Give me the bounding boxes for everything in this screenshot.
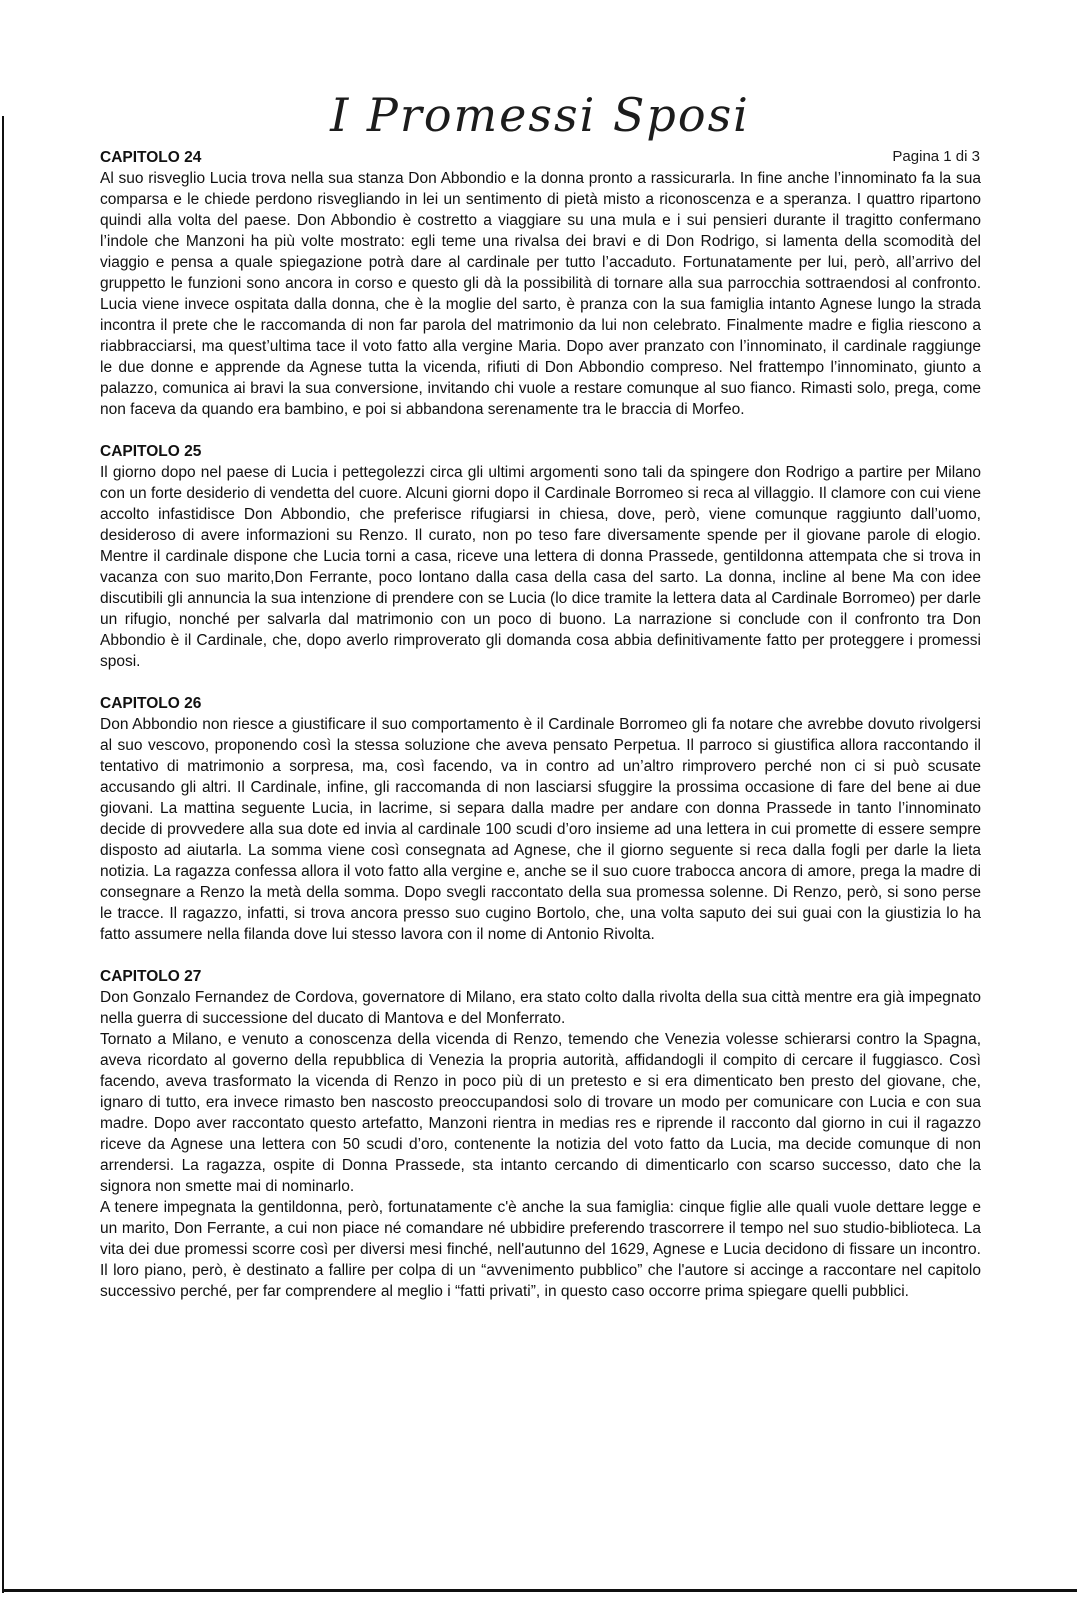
document-content xyxy=(0,145,1080,1302)
chapter-paragraph: Al suo risveglio Lucia trova nella sua stanza Don Abbondio e la donna pronto a rassicurarla. In fine anche l’innominato fa la sua comparsa e le chiede perdono risvegliando in lei un sentimento di pietà misto a riconoscenza e a speranza. I quattro ripartono quindi alla volta del paese. Don Abbondio è costretto a viaggiare su una mula e i sui pensieri durante il tragitto confermano l’indole che Manzoni ha più volte mostrato: egli teme una rivalsa dei bravi e di Don Rodrigo, si lamenta della scomodità del viaggio e pensa a quale spiegazione potrà dare al cardinale per tutto l’accaduto. Fortunatamente per lui, però, all’arrivo del gruppetto le funzioni sono ancora in corso e questo gli dà la possibilità di tornare alla sua parrocchia sottraendosi al confronto. Lucia viene invece ospitata dalla donna, che è la moglie del sarto, è pranza con la sua famiglia intanto Agnese lungo la strada incontra il prete che le raccomanda di non far parola del matrimonio da lui non celebrato. Finalmente madre e figlia riescono a riabbracciarsi, ma quest’ultima tace il voto fatto alla vergine Maria. Dopo aver pranzato con l’innominato, il cardinale raggiunge le due donne e apprende da Agnese tutta la vicenda, rifiuti di Don Abbondio compreso. Nel frattempo l’innominato, giunto a palazzo, comunica ai bravi la sua conversione, invitando chi vuole a restare comunque al suo fianco. Rimasti solo, prega, come non faceva da quando era bambino, e poi si abbandona serenamente tra le braccia di Morfeo. xyxy=(100,170,981,419)
chapter-paragraph: Don Abbondio non riesce a giustificare il suo comportamento è il Cardinale Borromeo gli fa notare che avrebbe dovuto rivolgersi al suo vescovo, proponendo così la stessa soluzione che aveva pensato Perpetua. Il parroco si giustifica allora raccontando il tentativo di matrimonio a sorpresa, ma, così facendo, va in contro ad un’altro rimprovero perché non ci si può scusate accusando gli altri. Il Cardinale, infine, gli raccomanda di non lasciarsi sfuggire la prossima occasione di fare del bene ai due giovani. La mattina seguente Lucia, in lacrime, si separa dalla madre per andare con donna Prassede in tanto l’innominato decide di provvedere alla sua dote ed invia al cardinale 100 scudi d’oro insieme ad una lettera in cui promette di essere sempre disposto ad aiutarla. La somma viene così consegnata ad Agnese, che il giorno seguente si reca dalla fogli per darle la lieta notizia. La ragazza confessa allora il voto fatto alla vergine e, anche se il suo cuore trabocca ancora di amore, prega la madre di consegnare a Renzo la metà della somma. Dopo svegli raccontato della sua promessa solenne. Di Renzo, però, si sono perse le tracce. Il ragazzo, infatti, si trova ancora presso suo cugino Bortolo, che, una volta saputo dei sui guai con la giustizia lo ha fatto assumere nella filanda dove lui stesso lavora con il nome di Antonio Rivolta. xyxy=(100,716,981,944)
chapter-section-26 xyxy=(100,693,981,945)
page-number: Pagina 1 di 3 xyxy=(892,148,980,165)
chapter-heading: CAPITOLO 24 xyxy=(100,149,202,167)
chapter-paragraph: Don Gonzalo Fernandez de Cordova, governatore di Milano, era stato colto dalla rivolta della sua città mentre era già impegnato nella guerra di successione del ducato di Mantova e del Monferrato. xyxy=(100,989,981,1028)
chapter-section-25 xyxy=(100,441,981,672)
chapter-paragraph: Tornato a Milano, e venuto a conoscenza della vicenda di Renzo, temendo che Venezia volesse schierarsi contro la Spagna, aveva ricordato al governo della repubblica di Venezia la propria autorità, affidandogli il compito di cercare il fuggiasco. Così facendo, aveva trasformato la vicenda di Renzo in poco più di un pretesto e si era dimenticato ben presto del giovane, che, ignaro di tutto, era invece rimasto ben nascosto preoccupandosi solo di trovare un modo per comunicare con Lucia e con sua madre. Dopo aver raccontato questo artefatto, Manzoni rientra in medias res e riprende il racconto dal giorno in cui il ragazzo riceve da Agnese una lettera con 50 scudi d’oro, contenente la notizia del voto fatto da Lucia, ma decide comunque di non arrendersi. La ragazza, ospite di Donna Prassede, sta intanto cercando di dimenticarlo con scarso successo, dato che la signora non smette mai di nominarlo. xyxy=(100,1031,981,1196)
page-edge-bottom-line xyxy=(2,1589,1077,1592)
chapter-heading: CAPITOLO 26 xyxy=(100,695,202,713)
document-title: I Promessi Sposi xyxy=(330,88,750,142)
chapter-heading: CAPITOLO 25 xyxy=(100,443,202,461)
chapter-paragraph: Il giorno dopo nel paese di Lucia i pettegolezzi circa gli ultimi argomenti sono tali da spingere don Rodrigo a partire per Milano con un forte desiderio di vendetta del cuore. Alcuni giorni dopo il Cardinale Borromeo si reca al villaggio. Il clamore con cui viene accolto infastidisce Don Abbondio, che preferisce rifugiarsi in chiesa, dove, però, viene comunque raggiunto dall’uomo, desideroso di avere informazioni su Renzo. Il curato, non po teso fare diversamente spende per il giovane parole di elogio. Mentre il cardinale dispone che Lucia torni a casa, riceve una lettera di donna Prassede, gentildonna attempata che si trova in vacanza con suo marito,Don Ferrante, poco lontano dalla casa della casa del sarto. La donna, incline al bene Ma con idee discutibili gli annuncia la sua intenzione di prendere con se Lucia (lo dice tramite la lettera data al Cardinale Borromeo) per darle un rifugio, nonché per salvarla dal matrimonio con un poco di buono. La narrazione si conclude con il confronto tra Don Abbondio è il Cardinale, che, dopo averlo rimproverato gli domanda cosa abbia definitivamente fatto per proteggere i promessi sposi. xyxy=(100,464,981,671)
chapter-heading: CAPITOLO 27 xyxy=(100,968,202,986)
chapter-section-27 xyxy=(100,966,981,1302)
chapter-section-24 xyxy=(100,147,981,420)
page-edge-left-line xyxy=(2,116,4,1593)
chapter-paragraph: A tenere impegnata la gentildonna, però, fortunatamente c'è anche la sua famiglia: cinque figlie alle quali vuole dettare legge e un marito, Don Ferrante, a cui non piace né comandare né ubbidire preferendo trascorrere il tempo nel suo studio-biblioteca. La vita dei due promessi scorre così per diversi mesi finché, nell'autunno del 1629, Agnese e Lucia decidono di fissare un incontro. Il loro piano, però, è destinato a fallire per colpa di un “avvenimento pubblico” che l'autore si accinge a raccontare nel capitolo successivo perché, per far comprendere al meglio i “fatti privati”, in questo caso occorre prima spiegare quelli pubblici. xyxy=(100,1199,981,1301)
